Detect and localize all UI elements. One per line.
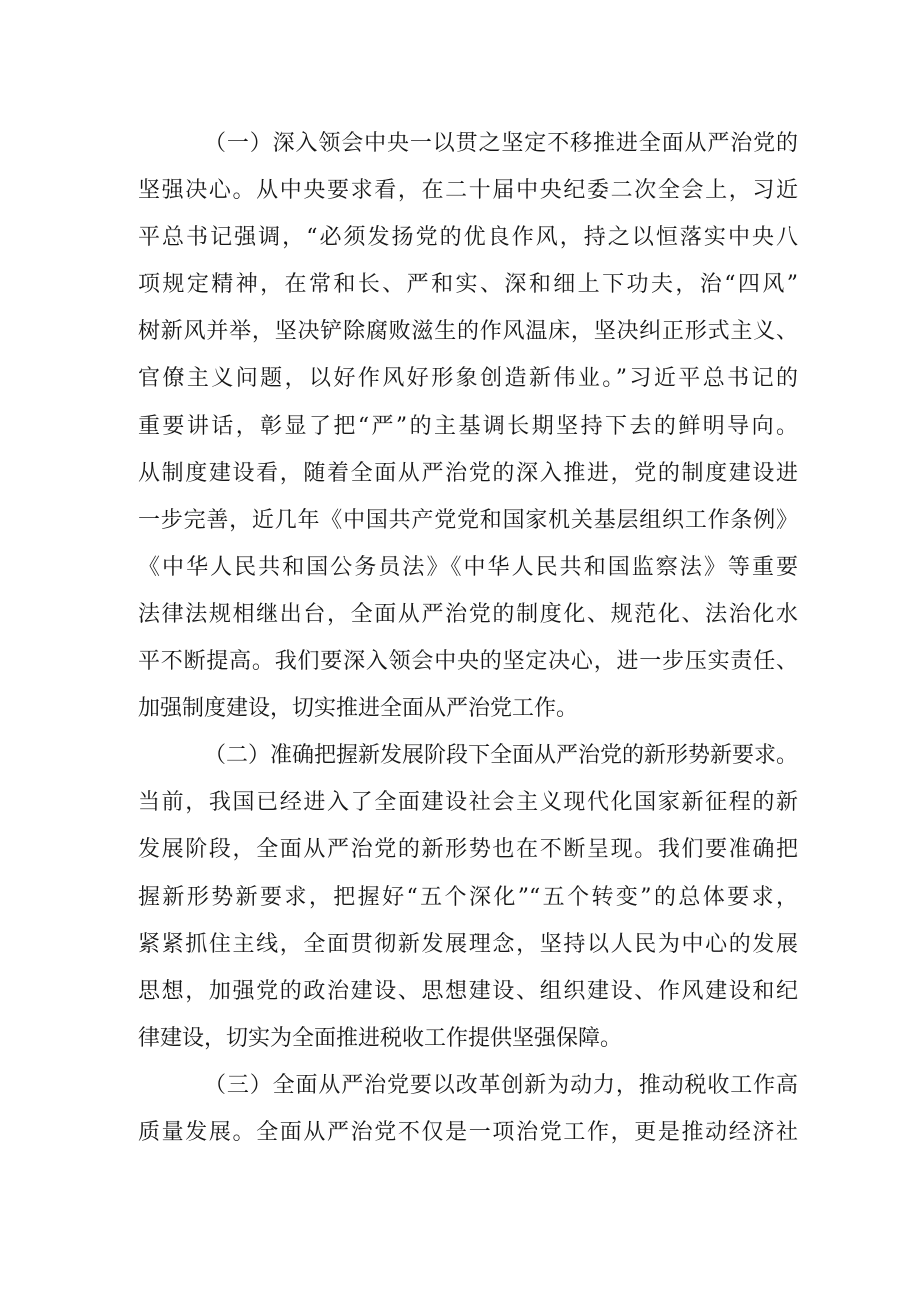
text-line: 一步完善，近几年《中国共产党党和国家机关基层组织工作条例》 bbox=[138, 507, 798, 533]
text-line: 发展阶段，全面从严治党的新形势也在不断呈现。我们要准确把 bbox=[138, 837, 798, 863]
text-line: 平总书记强调，“必须发扬党的优良作风，持之以恒落实中央八 bbox=[138, 225, 798, 251]
text-line: 从制度建设看，随着全面从严治党的深入推进，党的制度建设进 bbox=[138, 460, 798, 486]
text-line: 重要讲话，彰显了把“严”的主基调长期坚持下去的鲜明导向。 bbox=[138, 413, 798, 439]
text-line: 法律法规相继出台，全面从严治党的制度化、规范化、法治化水 bbox=[138, 601, 798, 627]
text-line: （二）准确把握新发展阶段下全面从严治党的新形势新要求。 bbox=[204, 743, 799, 769]
text-line: 坚强决心。从中央要求看，在二十届中央纪委二次全会上，习近 bbox=[138, 178, 798, 204]
document-body bbox=[138, 120, 798, 1156]
text-line: 加强制度建设，切实推进全面从严治党工作。 bbox=[138, 696, 579, 722]
text-line: 质量发展。全面从严治党不仅是一项治党工作，更是推动经济社 bbox=[138, 1119, 798, 1145]
text-line: （一）深入领会中央一以贯之坚定不移推进全面从严治党的 bbox=[204, 131, 798, 156]
text-line: 紧紧抓住主线，全面贯彻新发展理念，坚持以人民为中心的发展 bbox=[138, 931, 798, 957]
text-line: 当前，我国已经进入了全面建设社会主义现代化国家新征程的新 bbox=[138, 790, 798, 816]
text-line: 《中华人民共和国公务员法》《中华人民共和国监察法》等重要 bbox=[138, 554, 798, 580]
text-line: 律建设，切实为全面推进税收工作提供坚强保障。 bbox=[138, 1025, 623, 1051]
text-line: 官僚主义问题，以好作风好形象创造新伟业。”习近平总书记的 bbox=[138, 366, 798, 392]
text-line: 握新形势新要求，把握好“五个深化”“五个转变”的总体要求， bbox=[138, 884, 798, 910]
text-line: （三）全面从严治党要以改革创新为动力，推动税收工作高 bbox=[204, 1072, 798, 1098]
text-line: 思想，加强党的政治建设、思想建设、组织建设、作风建设和纪 bbox=[138, 978, 798, 1004]
text-line: 平不断提高。我们要深入领会中央的坚定决心，进一步压实责任、 bbox=[138, 649, 798, 675]
text-line: 树新风并举，坚决铲除腐败滋生的作风温床，坚决纠正形式主义、 bbox=[138, 319, 798, 345]
text-line: 项规定精神，在常和长、严和实、深和细上下功夫，治“四风” bbox=[138, 272, 798, 298]
